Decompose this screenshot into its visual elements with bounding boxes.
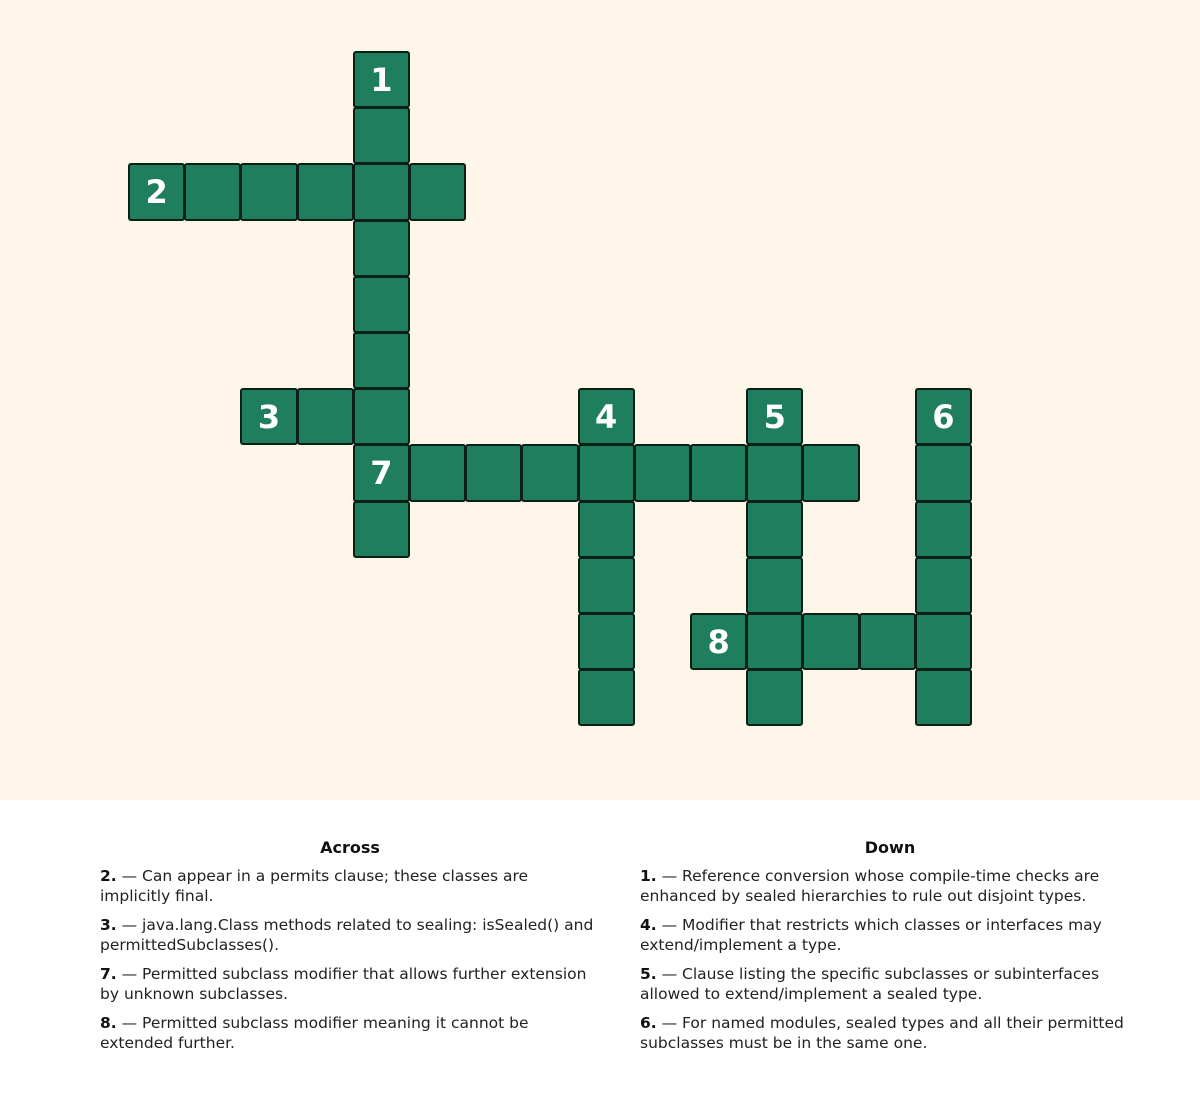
grid-cell[interactable]	[521, 444, 578, 501]
clue-number: 1.	[640, 867, 657, 885]
clue-text: — java.lang.Class methods related to sealing: isSealed() and permittedSubclasses().	[100, 916, 594, 954]
grid-cell[interactable]	[802, 613, 859, 670]
down-clue	[640, 867, 1140, 906]
grid-cell[interactable]	[802, 444, 859, 501]
grid-cell[interactable]	[915, 669, 972, 726]
grid-cell[interactable]	[184, 163, 241, 220]
clue-text: — Permitted subclass modifier that allows further extension by unknown subclasses.	[100, 965, 587, 1003]
across-heading: Across	[320, 838, 380, 857]
grid-cell[interactable]	[240, 163, 297, 220]
grid-cell[interactable]	[578, 557, 635, 614]
cell-number: 7	[370, 453, 393, 492]
grid-cell[interactable]	[353, 501, 410, 558]
grid-cell[interactable]	[353, 444, 410, 501]
grid-cell[interactable]	[353, 163, 410, 220]
clue-number: 2.	[100, 867, 117, 885]
grid-cell[interactable]	[353, 220, 410, 277]
grid-cell[interactable]	[353, 51, 410, 108]
grid-cell[interactable]	[353, 107, 410, 164]
grid-cell[interactable]	[915, 557, 972, 614]
grid-cell[interactable]	[297, 388, 354, 445]
clue-text: — Permitted subclass modifier meaning it cannot be extended further.	[100, 1014, 529, 1052]
grid-cell[interactable]	[746, 501, 803, 558]
grid-cell[interactable]	[578, 388, 635, 445]
across-clue	[100, 965, 600, 1004]
clue-number: 3.	[100, 916, 117, 934]
grid-cell[interactable]	[746, 557, 803, 614]
grid-cell[interactable]	[353, 388, 410, 445]
cell-number: 5	[763, 397, 786, 436]
down-clue	[640, 916, 1140, 955]
grid-cell[interactable]	[690, 613, 747, 670]
clue-text: — Modifier that restricts which classes or interfaces may extend/implement a type.	[640, 916, 1102, 954]
grid-cell[interactable]	[746, 613, 803, 670]
clue-text: — Can appear in a permits clause; these classes are implicitly final.	[100, 867, 529, 905]
clue-number: 7.	[100, 965, 117, 983]
cell-number: 3	[257, 397, 281, 436]
across-clue	[100, 1014, 600, 1053]
grid-cell[interactable]	[128, 163, 185, 220]
grid-cell[interactable]	[578, 669, 635, 726]
grid-cell[interactable]	[746, 388, 803, 445]
grid-cell[interactable]	[353, 276, 410, 333]
grid-cell[interactable]	[915, 501, 972, 558]
cell-number: 1	[370, 60, 393, 99]
across-clues	[100, 838, 600, 1063]
clue-number: 5.	[640, 965, 657, 983]
across-clue	[100, 916, 600, 955]
cell-number: 6	[932, 397, 955, 436]
cell-number: 8	[707, 622, 730, 661]
clue-text: — For named modules, sealed types and all their permitted subclasses must be in the same one.	[640, 1014, 1124, 1052]
grid-cell[interactable]	[297, 163, 354, 220]
grid-cell[interactable]	[578, 613, 635, 670]
clue-text: — Reference conversion whose compile-time checks are enhanced by sealed hierarchies to rule out disjoint types.	[640, 867, 1100, 905]
down-clues	[640, 838, 1140, 1063]
cell-number: 4	[595, 397, 618, 436]
clue-text: — Clause listing the specific subclasses or subinterfaces allowed to extend/implement a sealed type.	[640, 965, 1100, 1003]
clue-number: 8.	[100, 1014, 117, 1032]
grid-cell[interactable]	[353, 332, 410, 389]
cell-number: 2	[145, 172, 168, 211]
grid-cell[interactable]	[578, 501, 635, 558]
down-clue	[640, 1014, 1140, 1053]
clue-number: 6.	[640, 1014, 657, 1032]
clue-number: 4.	[640, 916, 657, 934]
grid-cell[interactable]	[915, 444, 972, 501]
grid-cell[interactable]	[859, 613, 916, 670]
down-heading: Down	[864, 838, 916, 857]
grid-cell[interactable]	[746, 669, 803, 726]
grid-cell[interactable]	[465, 444, 522, 501]
across-clue	[100, 867, 600, 906]
grid-cell[interactable]	[746, 444, 803, 501]
grid-cell[interactable]	[634, 444, 691, 501]
grid-cell[interactable]	[409, 444, 466, 501]
grid-cell[interactable]	[690, 444, 747, 501]
grid-cell[interactable]	[409, 163, 466, 220]
grid-cell[interactable]	[240, 388, 297, 445]
grid-cell[interactable]	[915, 388, 972, 445]
grid-cell[interactable]	[578, 444, 635, 501]
grid-cell[interactable]	[915, 613, 972, 670]
down-clue	[640, 965, 1140, 1004]
clues-panel	[0, 800, 1200, 1112]
